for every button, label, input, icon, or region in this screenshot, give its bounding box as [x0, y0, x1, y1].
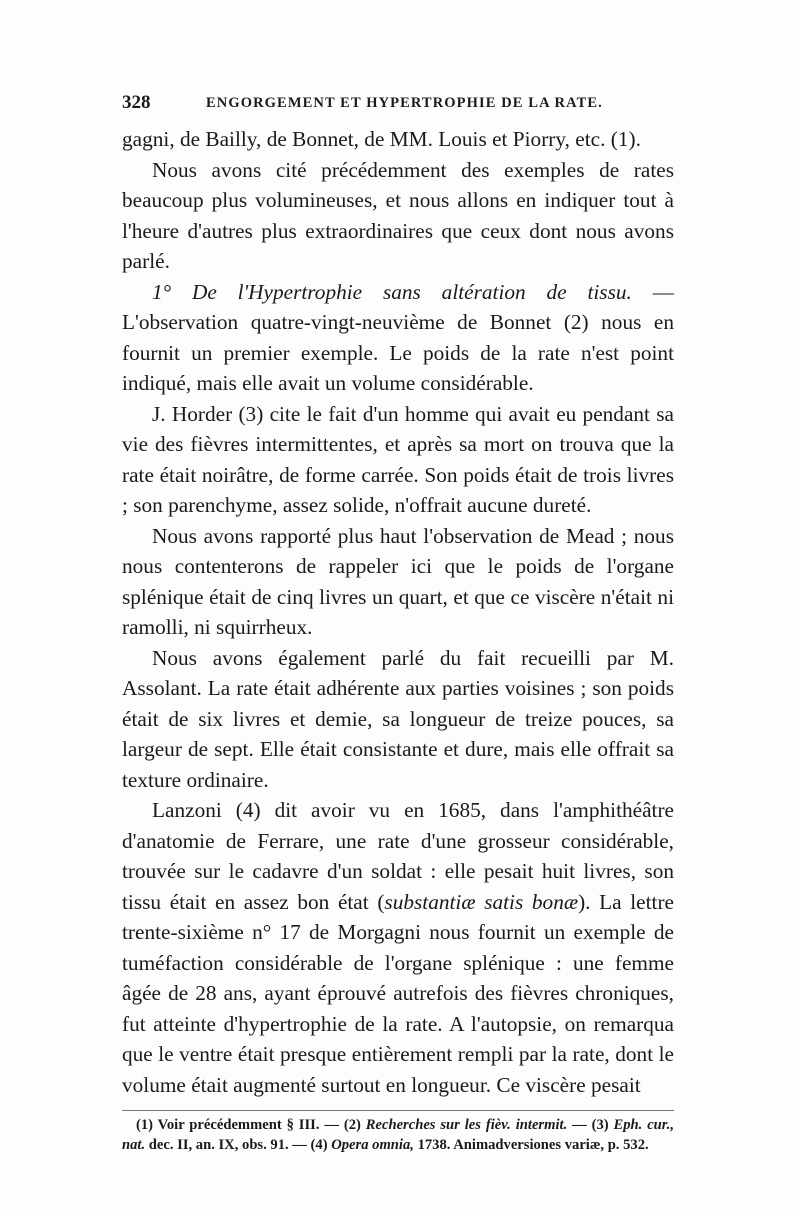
running-title: ENGORGEMENT ET HYPERTROPHIE DE LA RATE.: [206, 95, 603, 111]
latin-phrase: substantiæ satis bonæ: [384, 889, 579, 914]
footnote-1: (1) Voir précédemment § III. — (2): [136, 1117, 366, 1133]
paragraph-3-text: — L'observation quatre-vingt-neuvième de Bonnet (2) nous en fournit un premier exemple. Le poids de la rate n'est point indiqué, mais elle avait un volume considérable.: [122, 279, 675, 395]
footnote-4-tail: 1738. Animadversiones variæ, p. 532.: [413, 1137, 649, 1153]
footnote-2-title: Recherches sur les fièv. intermit.: [365, 1117, 568, 1133]
page-body: [122, 124, 674, 1100]
section-heading: 1° De l'Hypertrophie sans altération de tissu.: [152, 279, 632, 304]
paragraph-6: Nous avons également parlé du fait recueilli par M. Assolant. La rate était adhérente aux parties voisines ; son poids était de six livres et demie, sa longueur de treize pouces, sa largeur de sept. Elle était consistante et dure, mais elle offrait sa texture ordinaire.: [122, 645, 674, 792]
footnotes: [122, 1115, 674, 1155]
paragraph-2: Nous avons cité précédemment des exemples de rates beaucoup plus volumineuses, et nous allons en indiquer tout à l'heure d'autres plus extraordinaires que ceux dont nous avons parlé.: [122, 157, 674, 273]
page-header: [122, 92, 674, 118]
footnote-2-tail: — (3): [567, 1117, 614, 1133]
footnote-4-title: Opera omnia,: [331, 1137, 414, 1153]
footnote-3-tail: dec. II, an. IX, obs. 91. — (4): [145, 1137, 332, 1153]
paragraph-5: Nous avons rapporté plus haut l'observation de Mead ; nous nous contenterons de rappeler ici que le poids de l'organe splénique était de cinq livres un quart, et que ce viscère n'était ni ramolli, ni squirrheux.: [122, 523, 674, 639]
footnote-3-title: Eph. cur., nat.: [122, 1117, 674, 1153]
paragraph-4: J. Horder (3) cite le fait d'un homme qui avait eu pendant sa vie des fièvres intermittentes, et après sa mort on trouva que la rate était noirâtre, de forme carrée. Son poids était de trois livres ; son parenchyme, assez solide, n'offrait aucune dureté.: [122, 401, 674, 517]
paragraph-3: [122, 277, 674, 399]
paragraph-1: gagni, de Bailly, de Bonnet, de MM. Louis et Piorry, etc. (1).: [122, 127, 641, 151]
paragraph-7: [122, 795, 674, 1100]
paragraph-7-text-b: ). La lettre trente-sixième n° 17 de Morgagni nous fournit un exemple de tuméfaction considérable de l'organe splénique : une femme âgée de 28 ans, ayant éprouvé autrefois des fièvres chroniques, fut atteinte d'hypertrophie de la rate. A l'autopsie, on remarqua que le ventre était presque entièrement rempli par la rate, dont le volume était augmenté surtout en longueur. Ce viscère pesait: [122, 889, 674, 1097]
book-page: [122, 92, 674, 1155]
paragraph-7-text-a: Lanzoni (4) dit avoir vu en 1685, dans l'amphithéâtre d'anatomie de Ferrare, une rate d'une grosseur considérable, trouvée sur le cadavre d'un soldat : elle pesait huit livres, son tissu était en assez bon état (: [122, 798, 674, 914]
page-number: 328: [122, 92, 151, 113]
footnote-rule: [122, 1110, 674, 1111]
